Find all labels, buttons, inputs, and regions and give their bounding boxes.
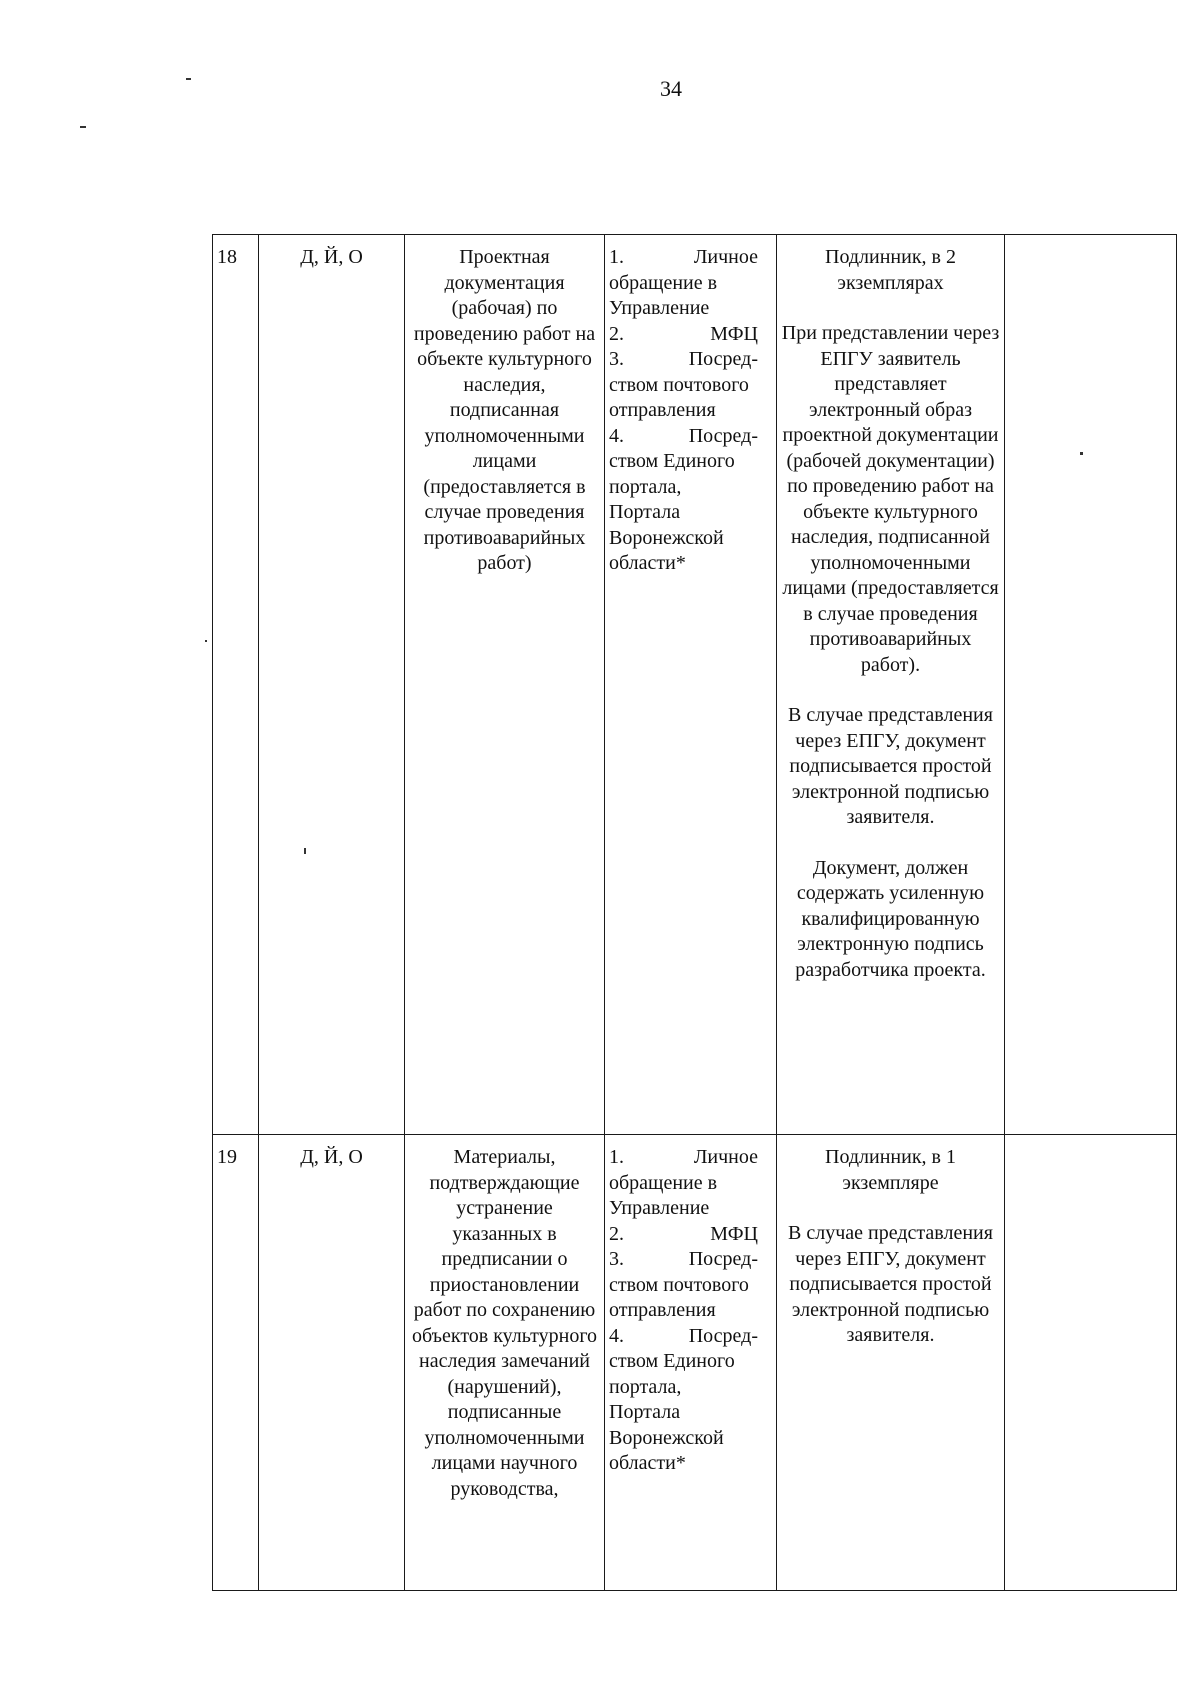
- document-name: Материалы, подтверждающие устранение указанных в предписании о приостановлении работ по сохранению объектов культурного наследия замечаний (нарушений), подписанные уполномоченными лицами научного руководства,: [405, 1135, 605, 1591]
- requirement-paragraph: В случае представления через ЕПГУ, документ подписывается простой электронной подписью заявителя.: [788, 1222, 993, 1346]
- submission-methods: 1. Личное обращение в Управление 2. МФЦ 3. Посред- ством почтового отправления 4. Посред- ством Единого портала, Портала Воронежской области*: [605, 235, 777, 1135]
- document-requirements: [777, 235, 1005, 1135]
- empty-cell: [1005, 1135, 1177, 1591]
- submission-method: 1. Личное: [609, 246, 758, 268]
- requirement-paragraph: Подлинник, в 2 экземплярах: [825, 246, 956, 294]
- scan-speck: [186, 78, 191, 80]
- submission-method: 2. МФЦ: [609, 322, 758, 345]
- document-requirements: [777, 1135, 1005, 1591]
- submission-method: 1. Личное: [609, 1146, 758, 1168]
- submission-method: 4. Посред-: [609, 424, 758, 447]
- document-name: Проектная документация (рабочая) по проведению работ на объекте культурного наследия, подписанная уполномоченными лицами (предоставляется в случае проведения противоаварийных работ): [405, 235, 605, 1135]
- submission-methods: 1. Личное обращение в Управление 2. МФЦ 3. Посред- ством почтового отправления 4. Посред- ством Единого портала, Портала Воронежской области*: [605, 1135, 777, 1591]
- requirement-paragraph: Подлинник, в 1 экземпляре: [825, 1146, 956, 1194]
- submission-method: 3. Посред-: [609, 1248, 758, 1270]
- row-number: 18: [213, 235, 259, 1135]
- submission-method: 4. Посред-: [609, 1324, 758, 1347]
- applicant-category: Д, Й, О: [259, 235, 405, 1135]
- submission-method: 2. МФЦ: [609, 1222, 758, 1245]
- documents-table: [212, 234, 1177, 1591]
- empty-cell: [1005, 235, 1177, 1135]
- requirement-paragraph: В случае представления через ЕПГУ, документ подписывается простой электронной подписью заявителя.: [788, 704, 993, 828]
- table-row: [213, 1135, 1177, 1591]
- requirement-paragraph: При представлении через ЕПГУ заявитель представляет электронный образ проектной документации (рабочей документации) по проведению работ на объекте культурного наследия, подписанной уполномоченными лицами (предоставляется в случае проведения противоаварийных работ).: [781, 322, 1000, 676]
- submission-method: 3. Посред-: [609, 348, 758, 370]
- page-number: 34: [660, 76, 682, 101]
- requirement-paragraph: Документ, должен содержать усиленную квалифицированную электронную подпись разработчика проекта.: [795, 856, 986, 981]
- scan-speck: [205, 640, 207, 642]
- scan-speck: [80, 126, 86, 128]
- row-number: 19: [213, 1135, 259, 1591]
- applicant-category: Д, Й, О: [259, 1135, 405, 1591]
- table-row: [213, 235, 1177, 1135]
